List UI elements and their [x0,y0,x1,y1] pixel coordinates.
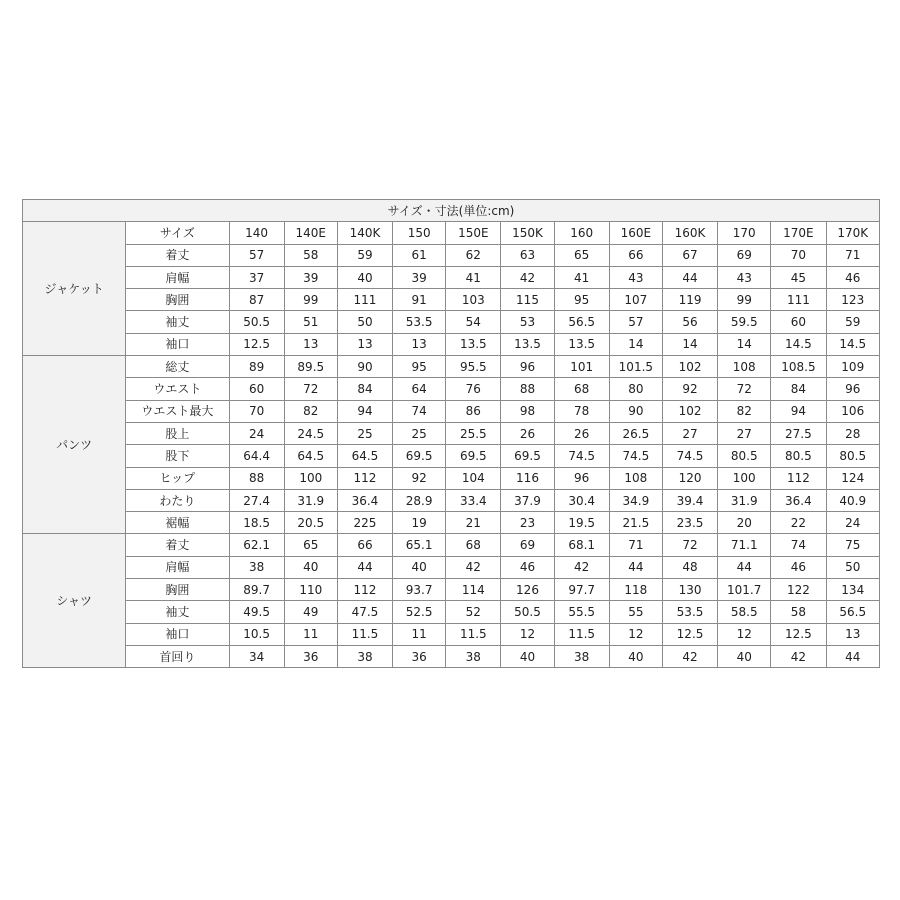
measurement-label: 肩幅 [126,266,229,288]
measurement-value: 134 [826,579,880,601]
section-label: シャツ [23,534,126,668]
measurement-value: 89.7 [229,579,284,601]
measurement-value: 91 [393,289,446,311]
measurement-value: 40 [501,645,554,667]
measurement-value: 48 [662,556,717,578]
measurement-value: 49 [284,601,337,623]
measurement-value: 28 [826,422,880,444]
measurement-label: 袖丈 [126,601,229,623]
measurement-value: 39 [393,266,446,288]
measurement-value: 20.5 [284,512,337,534]
measurement-label: わたり [126,489,229,511]
measurement-value: 108.5 [771,356,826,378]
measurement-value: 36.4 [337,489,392,511]
measurement-label: 胸囲 [126,579,229,601]
measurement-value: 24 [229,422,284,444]
measurement-value: 120 [662,467,717,489]
measurement-value: 72 [284,378,337,400]
measurement-value: 31.9 [284,489,337,511]
measurement-value: 27 [662,422,717,444]
measurement-value: 90 [609,400,662,422]
measurement-value: 67 [662,244,717,266]
size-header-cell: 160E [609,222,662,244]
measurement-value: 51 [284,311,337,333]
measurement-value: 70 [229,400,284,422]
measurement-value: 65.1 [393,534,446,556]
measurement-value: 82 [718,400,771,422]
measurement-value: 88 [501,378,554,400]
measurement-label: 首回り [126,645,229,667]
measurement-value: 53.5 [393,311,446,333]
measurement-value: 86 [446,400,501,422]
measurement-value: 102 [662,400,717,422]
measurement-value: 122 [771,579,826,601]
measurement-value: 104 [446,467,501,489]
measurement-value: 44 [826,645,880,667]
measurement-value: 24.5 [284,422,337,444]
measurement-value: 124 [826,467,880,489]
measurement-value: 88 [229,467,284,489]
measurement-value: 96 [501,356,554,378]
size-header-cell: 160K [662,222,717,244]
size-table [22,199,880,668]
size-header-cell: 160 [554,222,609,244]
measurement-value: 55 [609,601,662,623]
measurement-value: 36 [393,645,446,667]
measurement-value: 96 [826,378,880,400]
measurement-value: 26.5 [609,422,662,444]
measurement-value: 12.5 [229,333,284,355]
measurement-value: 49.5 [229,601,284,623]
table-row [23,289,880,311]
measurement-value: 21.5 [609,512,662,534]
measurement-value: 11 [393,623,446,645]
measurement-value: 25.5 [446,422,501,444]
measurement-value: 13.5 [446,333,501,355]
measurement-value: 123 [826,289,880,311]
measurement-value: 58 [771,601,826,623]
measurement-value: 26 [501,422,554,444]
table-row [23,378,880,400]
measurement-label: 袖口 [126,333,229,355]
size-header-cell: 170K [826,222,880,244]
measurement-value: 59.5 [718,311,771,333]
measurement-value: 55.5 [554,601,609,623]
measurement-value: 225 [337,512,392,534]
measurement-value: 74 [771,534,826,556]
measurement-value: 108 [609,467,662,489]
measurement-value: 59 [826,311,880,333]
measurement-value: 50.5 [501,601,554,623]
measurement-label: 着丈 [126,534,229,556]
measurement-value: 36 [284,645,337,667]
measurement-value: 21 [446,512,501,534]
measurement-value: 64 [393,378,446,400]
section-label: パンツ [23,356,126,534]
measurement-value: 23 [501,512,554,534]
measurement-value: 95 [554,289,609,311]
measurement-value: 74.5 [609,445,662,467]
size-header-cell: 170 [718,222,771,244]
measurement-value: 34 [229,645,284,667]
table-row [23,467,880,489]
measurement-value: 53.5 [662,601,717,623]
measurement-value: 71.1 [718,534,771,556]
measurement-value: 112 [337,579,392,601]
measurement-value: 69.5 [501,445,554,467]
measurement-value: 65 [554,244,609,266]
measurement-value: 43 [718,266,771,288]
measurement-value: 101.5 [609,356,662,378]
table-row [23,445,880,467]
measurement-value: 72 [662,534,717,556]
size-header-cell: 140 [229,222,284,244]
measurement-value: 58 [284,244,337,266]
measurement-value: 40 [393,556,446,578]
measurement-value: 12.5 [771,623,826,645]
measurement-value: 112 [337,467,392,489]
measurement-value: 12 [718,623,771,645]
measurement-value: 13 [393,333,446,355]
measurement-value: 74.5 [662,445,717,467]
measurement-value: 12 [609,623,662,645]
measurement-value: 76 [446,378,501,400]
measurement-value: 78 [554,400,609,422]
measurement-value: 10.5 [229,623,284,645]
measurement-value: 66 [337,534,392,556]
measurement-value: 11.5 [337,623,392,645]
measurement-value: 40.9 [826,489,880,511]
measurement-value: 25 [393,422,446,444]
size-header-cell: 140K [337,222,392,244]
measurement-value: 40 [337,266,392,288]
measurement-value: 27 [718,422,771,444]
measurement-value: 24 [826,512,880,534]
measurement-value: 84 [337,378,392,400]
table-row [23,645,880,667]
measurement-value: 42 [771,645,826,667]
measurement-label: ヒップ [126,467,229,489]
measurement-value: 39.4 [662,489,717,511]
table-row [23,311,880,333]
measurement-value: 42 [662,645,717,667]
size-header-cell: 150K [501,222,554,244]
measurement-value: 12.5 [662,623,717,645]
measurement-value: 44 [662,266,717,288]
measurement-value: 71 [609,534,662,556]
measurement-value: 118 [609,579,662,601]
table-row [23,579,880,601]
measurement-value: 75 [826,534,880,556]
measurement-value: 89 [229,356,284,378]
measurement-value: 42 [446,556,501,578]
measurement-value: 68 [554,378,609,400]
measurement-value: 52 [446,601,501,623]
measurement-value: 80.5 [826,445,880,467]
measurement-value: 46 [501,556,554,578]
measurement-value: 38 [229,556,284,578]
measurement-value: 72 [718,378,771,400]
measurement-label: 胸囲 [126,289,229,311]
measurement-value: 13.5 [501,333,554,355]
table-title: サイズ・寸法(単位:cm) [23,200,880,222]
measurement-value: 62 [446,244,501,266]
measurement-value: 22 [771,512,826,534]
size-header-label: サイズ [126,222,229,244]
measurement-value: 44 [337,556,392,578]
measurement-value: 87 [229,289,284,311]
measurement-value: 84 [771,378,826,400]
measurement-value: 46 [771,556,826,578]
measurement-value: 13 [826,623,880,645]
measurement-value: 41 [554,266,609,288]
measurement-value: 80.5 [718,445,771,467]
measurement-label: ウエスト最大 [126,400,229,422]
measurement-value: 64.5 [337,445,392,467]
measurement-value: 50.5 [229,311,284,333]
measurement-value: 89.5 [284,356,337,378]
measurement-value: 38 [554,645,609,667]
table-row [23,244,880,266]
measurement-value: 109 [826,356,880,378]
title-row [23,200,880,222]
measurement-label: 着丈 [126,244,229,266]
measurement-value: 40 [718,645,771,667]
measurement-value: 66 [609,244,662,266]
measurement-value: 114 [446,579,501,601]
measurement-value: 42 [554,556,609,578]
measurement-value: 56 [662,311,717,333]
measurement-value: 43 [609,266,662,288]
measurement-value: 50 [337,311,392,333]
measurement-value: 40 [609,645,662,667]
measurement-value: 14.5 [826,333,880,355]
measurement-value: 92 [393,467,446,489]
measurement-label: 股上 [126,422,229,444]
measurement-value: 119 [662,289,717,311]
measurement-value: 95 [393,356,446,378]
measurement-value: 38 [446,645,501,667]
measurement-value: 41 [446,266,501,288]
measurement-value: 13.5 [554,333,609,355]
table-row [23,400,880,422]
measurement-value: 44 [609,556,662,578]
table-row [23,556,880,578]
measurement-value: 74 [393,400,446,422]
measurement-value: 37.9 [501,489,554,511]
measurement-value: 11.5 [554,623,609,645]
measurement-value: 54 [446,311,501,333]
measurement-value: 111 [337,289,392,311]
measurement-value: 37 [229,266,284,288]
size-header-row [23,222,880,244]
measurement-label: 肩幅 [126,556,229,578]
measurement-value: 52.5 [393,601,446,623]
size-header-cell: 140E [284,222,337,244]
measurement-value: 14 [718,333,771,355]
measurement-value: 69 [718,244,771,266]
measurement-value: 70 [771,244,826,266]
measurement-value: 28.9 [393,489,446,511]
measurement-label: 袖丈 [126,311,229,333]
measurement-value: 18.5 [229,512,284,534]
measurement-value: 39 [284,266,337,288]
measurement-value: 40 [284,556,337,578]
measurement-value: 61 [393,244,446,266]
measurement-value: 36.4 [771,489,826,511]
measurement-value: 106 [826,400,880,422]
table-row [23,489,880,511]
measurement-value: 103 [446,289,501,311]
measurement-label: ウエスト [126,378,229,400]
measurement-value: 56.5 [554,311,609,333]
measurement-value: 47.5 [337,601,392,623]
measurement-value: 94 [771,400,826,422]
measurement-value: 112 [771,467,826,489]
measurement-label: 股下 [126,445,229,467]
measurement-value: 98 [501,400,554,422]
measurement-value: 69.5 [446,445,501,467]
measurement-value: 97.7 [554,579,609,601]
measurement-value: 69 [501,534,554,556]
measurement-value: 90 [337,356,392,378]
measurement-value: 110 [284,579,337,601]
measurement-value: 19.5 [554,512,609,534]
measurement-value: 100 [718,467,771,489]
measurement-value: 92 [662,378,717,400]
measurement-value: 44 [718,556,771,578]
measurement-value: 99 [718,289,771,311]
measurement-value: 130 [662,579,717,601]
measurement-value: 59 [337,244,392,266]
measurement-value: 33.4 [446,489,501,511]
size-header-cell: 150E [446,222,501,244]
size-header-cell: 150 [393,222,446,244]
measurement-value: 57 [609,311,662,333]
measurement-value: 99 [284,289,337,311]
measurement-value: 60 [771,311,826,333]
section-label: ジャケット [23,222,126,356]
measurement-value: 14 [609,333,662,355]
measurement-value: 14.5 [771,333,826,355]
measurement-value: 116 [501,467,554,489]
measurement-value: 69.5 [393,445,446,467]
table-row [23,266,880,288]
measurement-label: 総丈 [126,356,229,378]
measurement-value: 108 [718,356,771,378]
measurement-value: 27.4 [229,489,284,511]
measurement-value: 96 [554,467,609,489]
measurement-value: 11 [284,623,337,645]
measurement-value: 30.4 [554,489,609,511]
table-row [23,623,880,645]
table-row [23,512,880,534]
measurement-value: 65 [284,534,337,556]
measurement-value: 20 [718,512,771,534]
measurement-value: 94 [337,400,392,422]
measurement-value: 64.5 [284,445,337,467]
measurement-value: 19 [393,512,446,534]
measurement-value: 53 [501,311,554,333]
measurement-value: 11.5 [446,623,501,645]
measurement-value: 12 [501,623,554,645]
measurement-value: 46 [826,266,880,288]
measurement-value: 80.5 [771,445,826,467]
size-chart [22,199,880,668]
measurement-value: 68 [446,534,501,556]
table-row [23,534,880,556]
measurement-label: 裾幅 [126,512,229,534]
measurement-value: 34.9 [609,489,662,511]
measurement-label: 袖口 [126,623,229,645]
measurement-value: 26 [554,422,609,444]
measurement-value: 50 [826,556,880,578]
measurement-value: 82 [284,400,337,422]
measurement-value: 101.7 [718,579,771,601]
table-row [23,333,880,355]
measurement-value: 115 [501,289,554,311]
measurement-value: 23.5 [662,512,717,534]
measurement-value: 95.5 [446,356,501,378]
table-row [23,356,880,378]
measurement-value: 58.5 [718,601,771,623]
measurement-value: 126 [501,579,554,601]
measurement-value: 14 [662,333,717,355]
measurement-value: 42 [501,266,554,288]
measurement-value: 102 [662,356,717,378]
measurement-value: 101 [554,356,609,378]
size-header-cell: 170E [771,222,826,244]
measurement-value: 63 [501,244,554,266]
table-row [23,422,880,444]
measurement-value: 111 [771,289,826,311]
measurement-value: 62.1 [229,534,284,556]
measurement-value: 56.5 [826,601,880,623]
measurement-value: 64.4 [229,445,284,467]
measurement-value: 27.5 [771,422,826,444]
measurement-value: 93.7 [393,579,446,601]
measurement-value: 31.9 [718,489,771,511]
measurement-value: 45 [771,266,826,288]
measurement-value: 68.1 [554,534,609,556]
measurement-value: 71 [826,244,880,266]
measurement-value: 57 [229,244,284,266]
measurement-value: 60 [229,378,284,400]
measurement-value: 38 [337,645,392,667]
measurement-value: 13 [337,333,392,355]
measurement-value: 13 [284,333,337,355]
measurement-value: 107 [609,289,662,311]
measurement-value: 100 [284,467,337,489]
measurement-value: 25 [337,422,392,444]
measurement-value: 74.5 [554,445,609,467]
measurement-value: 80 [609,378,662,400]
table-row [23,601,880,623]
